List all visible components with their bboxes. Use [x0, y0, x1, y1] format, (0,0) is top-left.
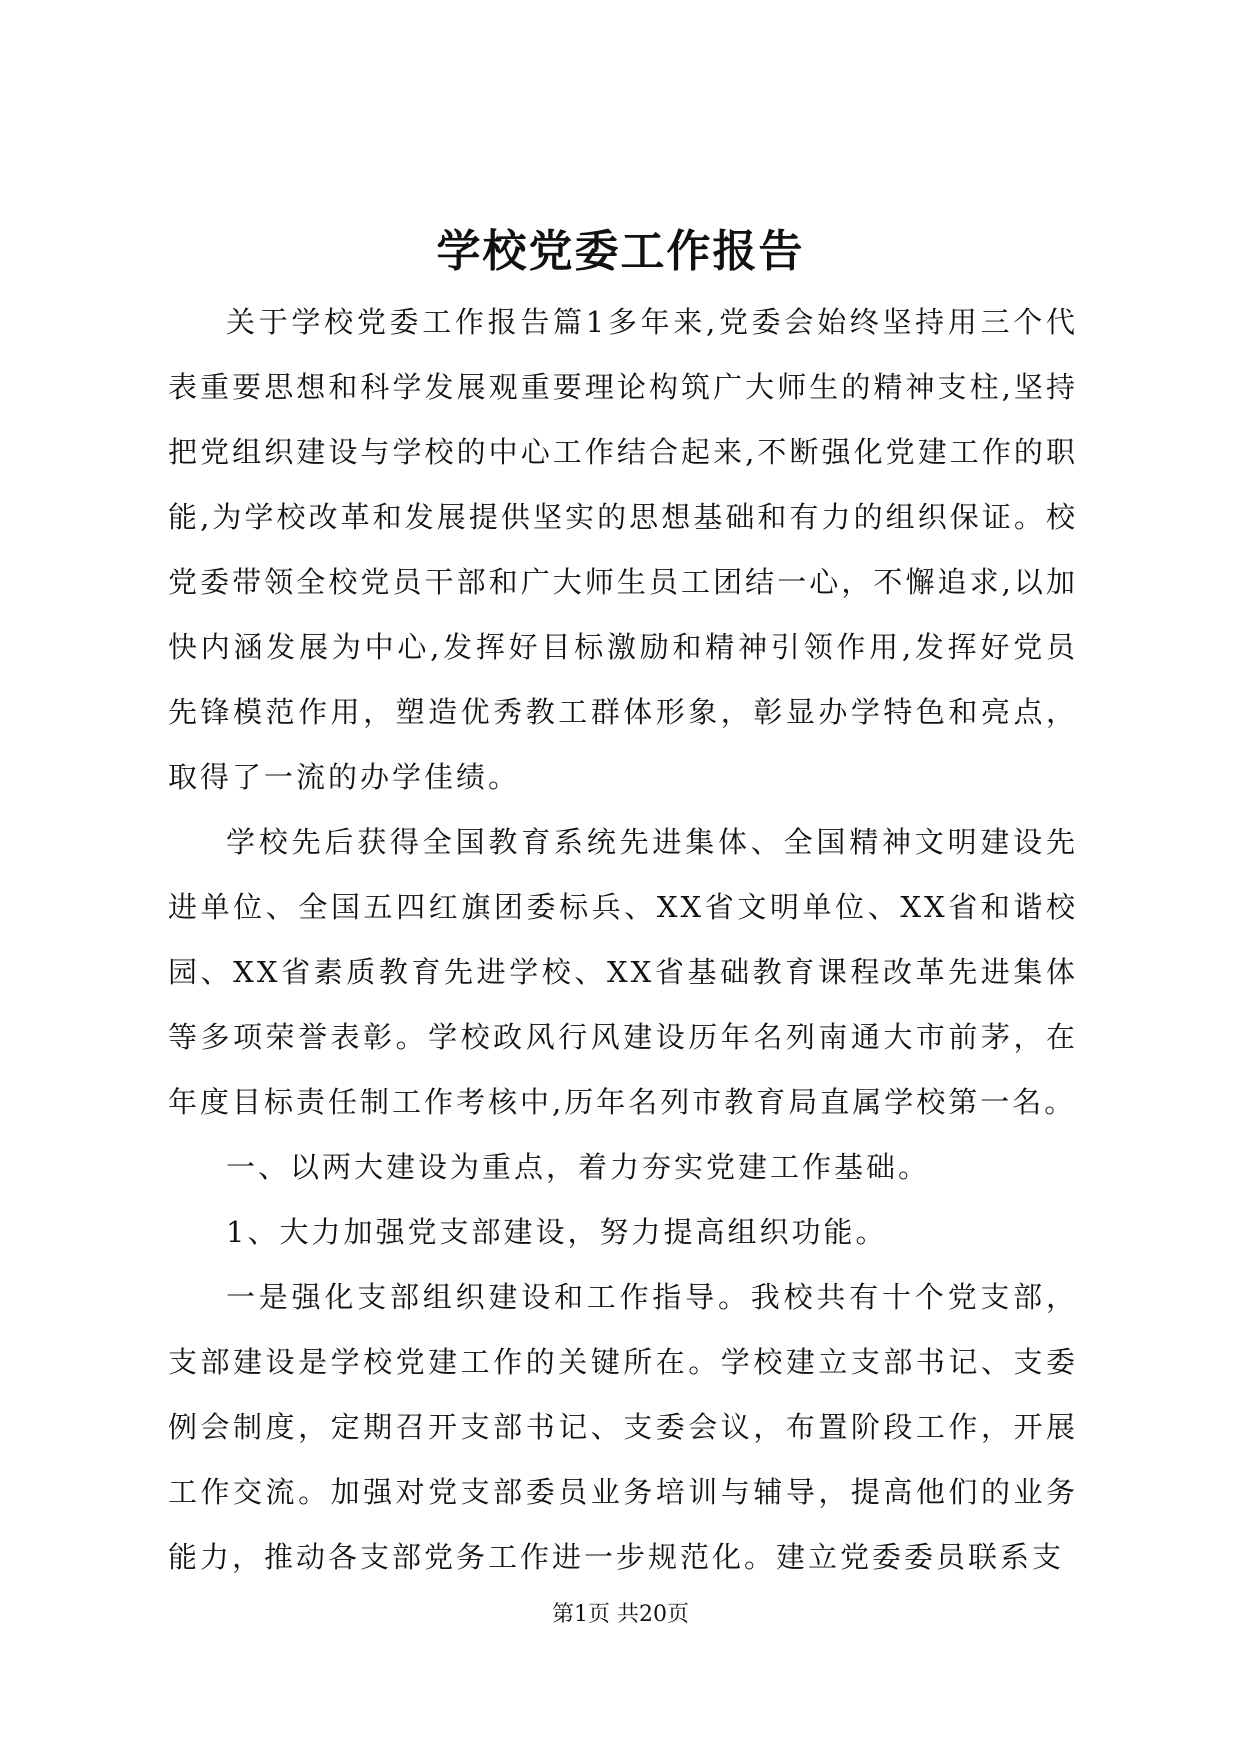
document-title: 学校党委工作报告 — [436, 226, 805, 277]
paragraph-branch-building: 一是强化支部组织建设和工作指导。我校共有十个党支部，支部建设是学校党建工作的关键所在。学校建立支部书记、支委例会制度，定期召开支部书记、支委会议，布置阶段工作，开展工作交流。加强对党支部委员业务培训与辅导，提高他们的业务能力，推动各支部党务工作进一步规范化。建立党委委员联系支 — [168, 1280, 1078, 1574]
subsection-heading-1-1: 1、大力加强党支部建设，努力提高组织功能。 — [226, 1215, 888, 1249]
paragraph-intro: 关于学校党委工作报告篇1多年来,党委会始终坚持用三个代表重要思想和科学发展观重要理论构筑广大师生的精神支柱,坚持把党组织建设与学校的中心工作结合起来,不断强化党建工作的职能,为学校改革和发展提供坚实的思想基础和有力的组织保证。校党委带领全校党员干部和广大师生员工团结一心，不懈追求,以加快内涵发展为中心,发挥好目标激励和精神引领作用,发挥好党员先锋模范作用，塑造优秀教工群体形象，彰显办学特色和亮点，取得了一流的办学佳绩。 — [168, 305, 1078, 794]
page-number: 第1页 共20页 — [552, 1602, 689, 1627]
section-heading-1: 一、以两大建设为重点，着力夯实党建工作基础。 — [226, 1150, 931, 1184]
document-body — [168, 290, 1078, 1590]
paragraph-honors: 学校先后获得全国教育系统先进集体、全国精神文明建设先进单位、全国五四红旗团委标兵、XX省文明单位、XX省和谐校园、XX省素质教育先进学校、XX省基础教育课程改革先进集体等多项荣誉表彰。学校政风行风建设历年名列南通大市前茅，在年度目标责任制工作考核中,历年名列市教育局直属学校第一名。 — [168, 825, 1078, 1119]
